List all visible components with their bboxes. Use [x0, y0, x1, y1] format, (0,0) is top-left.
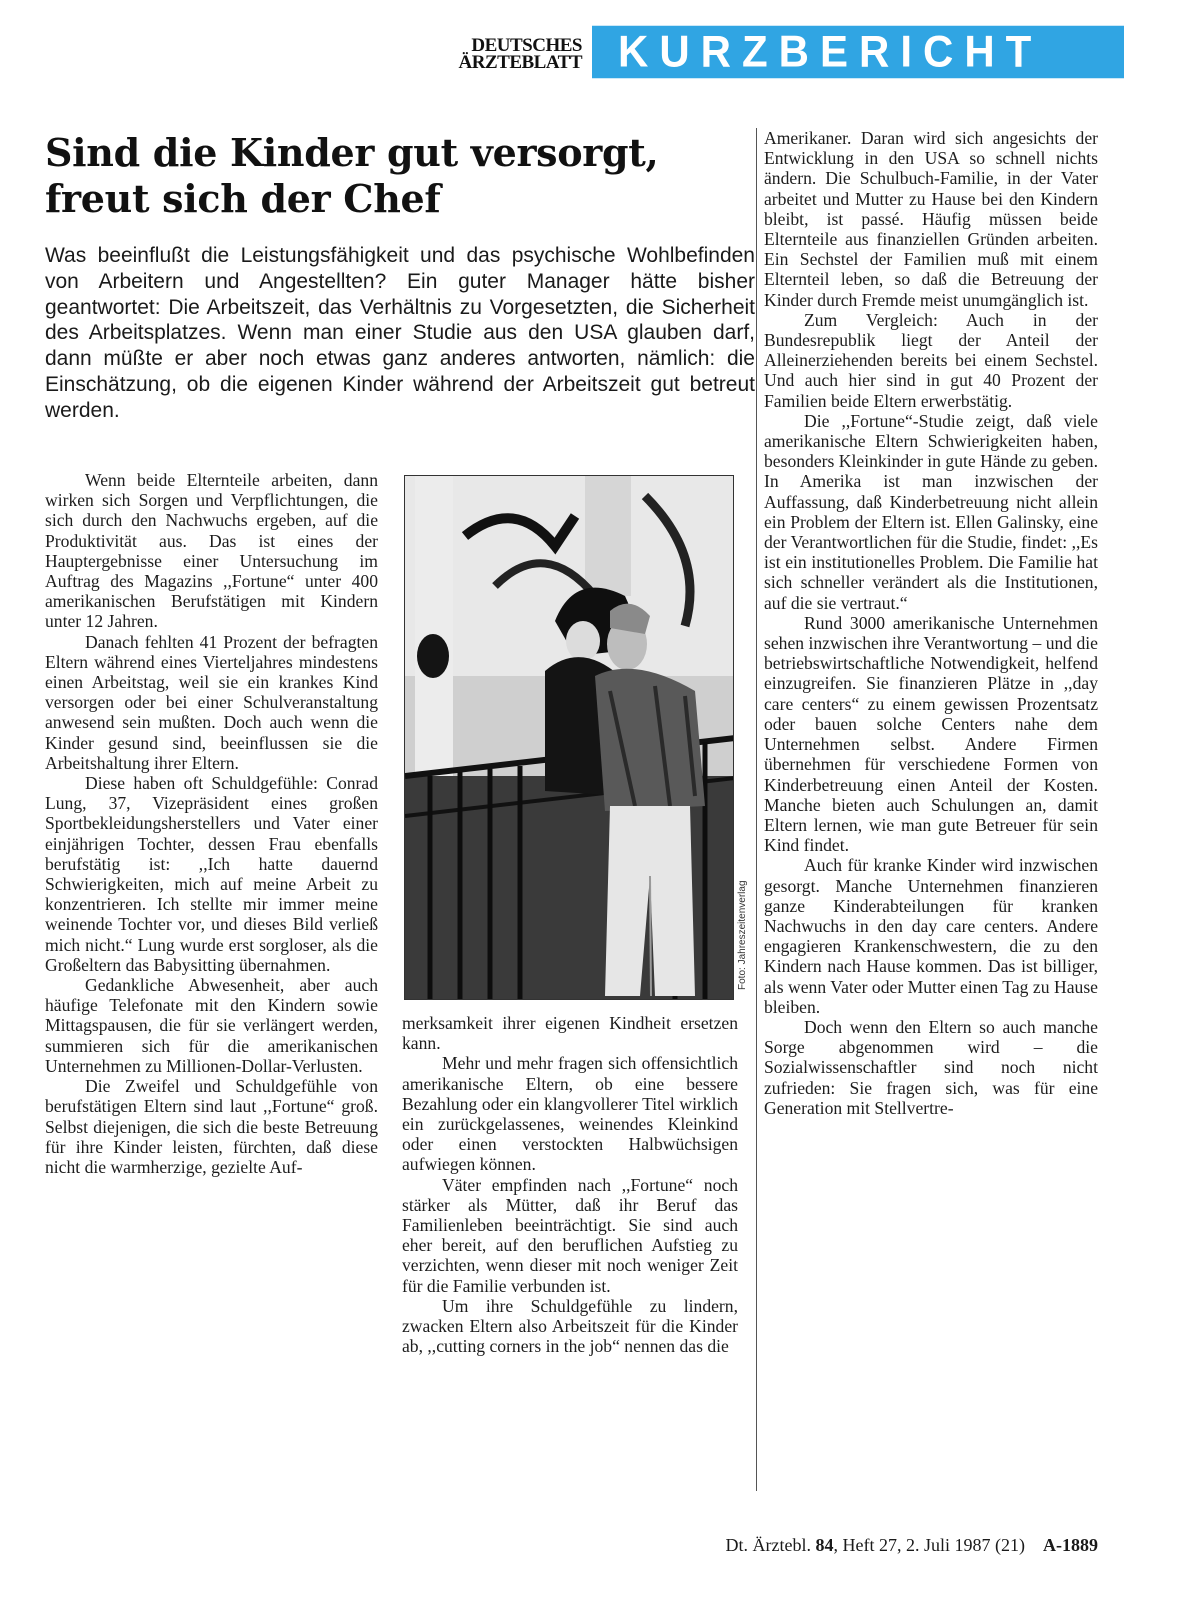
- paragraph: Mehr und mehr fragen sich offensichtlich amerikanische Eltern, ob eine bessere Bezahlung oder ein klangvollerer Titel wirklich ein zurückgelassenes, weinendes Kleinkind oder einen verstockten Halbwüchsigen aufwiegen können.: [402, 1053, 738, 1175]
- article-headline: Sind die Kinder gut versorgt, freut sich der Chef: [45, 130, 659, 221]
- body-column-2: [402, 1013, 738, 1356]
- paragraph: Väter empfinden nach ,,Fortune“ noch stärker als Mütter, daß ihr Beruf das Familienleben beeinträchtigt. Sie sind auch eher bereit, auf den beruflichen Aufstieg zu verzichten, wenn dieser mit noch weniger Zeit für die Familie verbunden ist.: [402, 1174, 738, 1296]
- journal-logo: [420, 37, 582, 71]
- paragraph: Wenn beide Elternteile arbeiten, dann wirken sich Sorgen und Verpflichtungen, die sich durch den Nachwuchs ergeben, auf die Produktivität aus. Das ist eines der Hauptergebnisse einer Untersuchung im Auftrag des Magazins ,,Fortune“ unter 400 amerikanischen Berufstätigen mit Kindern unter 12 Jahren.: [45, 470, 378, 632]
- paragraph: Danach fehlten 41 Prozent der befragten Eltern während eines Vierteljahres mindestens einen Arbeitstag, weil sie ein krankes Kind versorgen oder bei einer Schulveranstaltung anwesend sein mußten. Doch auch wenn die Kinder gesund sind, beeinflussen sie die Arbeitshaltung ihrer Eltern.: [45, 631, 378, 773]
- article-lead: Was beeinflußt die Leistungsfähigkeit und das psychische Wohlbefinden von Arbeitern und Angestellten? Ein guter Manager hätte bisher geantwortet: Die Arbeitszeit, das Verhältnis zu Vorgesetzten, die Sicherheit des Arbeitsplatzes. Wenn man einer Studie aus den USA glauben darf, dann müßte er aber noch etwas ganz anderes antworten, nämlich: die Einschätzung, ob die eigenen Kinder während der Arbeitszeit gut betreut werden.: [45, 244, 755, 422]
- logo-line-2: ÄRZTEBLATT: [458, 52, 582, 73]
- paragraph: Amerikaner. Daran wird sich angesichts der Entwicklung in den USA so schnell nichts ändern. Die Schulbuch-Familie, in der Vater arbeitet und Mutter zu Hause bei den Kindern bleibt, ist passé. Häufig müssen beide Elternteile aus finanziellen Gründen arbeiten. Ein Sechstel der Familien muß mit einem Elternteil leben, so daß die Betreuung der Kinder durch Fremde meist unumgänglich ist.: [764, 128, 1098, 310]
- paragraph: Auch für kranke Kinder wird inzwischen gesorgt. Manche Unternehmen finanzieren ganze Kinderabteilungen für kranken Nachwuchs in den day care centers. Andere engagieren Krankenschwestern, die zu den Kindern nach Hause kommen. Das ist billiger, als wenn Vater oder Mutter einen Tag zu Hause bleiben.: [764, 855, 1098, 1017]
- photo-credit: Foto: Jahreszeitenverlag: [737, 880, 748, 990]
- footer-issue: , Heft 27, 2. Juli 1987 (21): [833, 1535, 1025, 1555]
- paragraph: merksamkeit ihrer eigenen Kindheit ersetzen kann.: [402, 1013, 738, 1054]
- paragraph: Um ihre Schuldgefühle zu lindern, zwacken Eltern also Arbeitszeit für die Kinder ab, ,,cutting corners in the job“ nennen das die: [402, 1295, 738, 1357]
- logo-line-1: DEUTSCHES: [471, 35, 582, 56]
- footer-page-number: A-1889: [1043, 1535, 1098, 1555]
- body-column-3: [764, 128, 1098, 1118]
- paragraph: Doch wenn den Eltern so auch manche Sorge abgenommen wird – die Sozialwissenschaftler sind noch nicht zufrieden: Sie fragen sich, was für eine Generation mit Stellvertre-: [764, 1016, 1098, 1118]
- paragraph: Diese haben oft Schuldgefühle: Conrad Lung, 37, Vizepräsident eines großen Sportbekleidungsherstellers und Vater einer einjährigen Tochter, dessen Frau ebenfalls berufstätig ist: ,,Ich hatte dauernd Schwierigkeiten, mich auf meine Arbeit zu konzentrieren. Ich stellte mir immer meine weinende Tochter vor, und dieses Bild verließ mich nicht.“ Lung wurde erst sorgloser, als die Großeltern das Babysitting übernahmen.: [45, 773, 378, 975]
- article-photo: [404, 475, 734, 1000]
- page-footer: [726, 1535, 1098, 1556]
- column-divider: [756, 128, 757, 1491]
- paragraph: Die Zweifel und Schuldgefühle von berufstätigen Eltern sind laut ,,Fortune“ groß. Selbst diejenigen, die sich die beste Betreuung für ihre Kinder leisten, fürchten, daß diese nicht die warmherzige, gezielte Auf-: [45, 1076, 378, 1177]
- footer-volume: 84: [815, 1535, 834, 1555]
- paragraph: Zum Vergleich: Auch in der Bundesrepublik liegt der Anteil der Alleinerziehenden bereits bei einem Sechstel. Und auch hier sind in gut 40 Prozent der Familien beide Eltern erwerbstätig.: [764, 309, 1098, 411]
- photo-illustration: [405, 476, 734, 1000]
- paragraph: Die ,,Fortune“-Studie zeigt, daß viele amerikanische Eltern Schwierigkeiten haben, besonders Kleinkinder in gute Hände zu geben. In Amerika ist man inzwischen der Auffassung, daß Kinderbetreuung nicht allein ein Problem der Eltern ist. Ellen Galinsky, eine der Verantwortlichen für die Studie, findet: ,,Es ist ein institutionelles Problem. Die Familie hat sich schneller verändert als die Institutionen, auf die sie vertraut.“: [764, 410, 1098, 613]
- footer-journal: Dt. Ärztebl.: [725, 1535, 812, 1555]
- section-badge: KURZBERICHT: [592, 26, 1124, 79]
- paragraph: Gedankliche Abwesenheit, aber auch häufige Telefonate mit den Kindern sowie Mittagspausen, die für sie verlängert werden, summieren sich für die amerikanischen Unternehmen zu Millionen-Dollar-Verlusten.: [45, 975, 378, 1076]
- body-column-1: [45, 470, 378, 1177]
- paragraph: Rund 3000 amerikanische Unternehmen sehen inzwischen ihre Verantwortung – und die betriebswirtschaftliche Notwendigkeit, helfend einzugreifen. Sie finanzieren Plätze in ,,day care centers“ zu einem gewissen Prozentsatz oder bauen solche Centers nahe dem Unternehmen selbst. Andere Firmen übernehmen für verschiedene Formen von Kinderbetreuung einen Anteil der Kosten. Manche bieten auch Schulungen an, damit Eltern lernen, wie man gute Betreuer für sein Kind findet.: [764, 612, 1098, 856]
